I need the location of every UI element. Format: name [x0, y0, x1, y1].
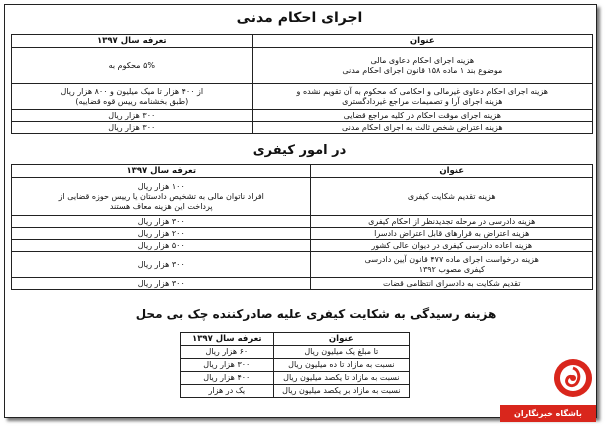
header-title: عنوان [311, 165, 593, 178]
row-title [311, 252, 593, 278]
row-tariff-line: ۶۰ هزار ریال [205, 347, 249, 356]
table-row [12, 110, 593, 122]
header-tariff: تعرفه سال ۱۳۹۷ [12, 35, 253, 48]
row-title [311, 278, 593, 290]
row-title-line: کیفری مصوب ۱۳۹۲ [418, 264, 485, 274]
row-tariff-line: ۳۰۰ هزار ریال [108, 122, 156, 132]
row-title-line: هزینه اعاده دادرسی کیفری در دیوان عالی کشور [371, 240, 533, 250]
row-title [311, 228, 593, 240]
table-row [12, 252, 593, 278]
table-row [12, 84, 593, 110]
row-title [311, 240, 593, 252]
row-title-line: نسبت به مازاد بر یکصد میلیون ریال [282, 386, 401, 395]
row-tariff [12, 122, 253, 134]
row-tariff-line: (طبق بخشنامه رییس قوه قضاییه) [75, 96, 189, 106]
row-tariff-line: افراد ناتوان مالی به تشخیص دادستان یا رییس حوزه قضایی از [58, 191, 264, 201]
row-tariff [12, 110, 253, 122]
row-tariff-line: از ۴۰۰ هزار تا میک میلیون و ۸۰۰ هزار ریال [60, 86, 204, 96]
header-title: عنوان [252, 35, 592, 48]
row-title-line: تقدیم شکایت به دادسرای انتظامی قضات [383, 278, 521, 288]
row-tariff-line: ۳۰۰ هزار ریال [108, 110, 156, 120]
ybn-logo-icon [543, 354, 598, 400]
row-tariff [181, 359, 274, 372]
row-title [252, 122, 592, 134]
row-tariff [12, 178, 311, 216]
row-title [311, 216, 593, 228]
table-row [12, 240, 593, 252]
row-title [273, 346, 409, 359]
row-tariff-line: ۲۰۰ هزار ریال [137, 228, 185, 238]
row-title [252, 110, 592, 122]
section2-table [11, 164, 593, 290]
row-title-line: هزینه اجرای موقت احکام در کلیه مراجع قضایی [343, 110, 501, 120]
row-tariff-line: ۴۰۰ هزار ریال [203, 373, 251, 382]
row-tariff [12, 48, 253, 84]
row-tariff [12, 216, 311, 228]
row-tariff-line: ۳۰۰ هزار ریال [137, 278, 185, 288]
section2-title: در امور کیفری [252, 143, 347, 158]
row-title [273, 359, 409, 372]
table-row [12, 278, 593, 290]
table-row [12, 178, 593, 216]
row-tariff [12, 84, 253, 110]
header-title: عنوان [273, 333, 409, 346]
row-tariff-line: ۵% محکوم به [108, 60, 156, 70]
row-tariff-line: ۱۰۰ هزار ریال [137, 181, 185, 191]
row-title-line: هزینه اجرای احکام دعاوی غیرمالی و احکامی که محکوم به آن تقویم نشده و [296, 86, 549, 96]
row-title-line: موضوع بند ۱ ماده ۱۵۸ قانون اجرای احکام مدنی [342, 65, 503, 75]
table-row [181, 372, 410, 385]
row-title-line: هزینه دادرسی در مرحله تجدیدنظر از احکام کیفری [368, 216, 536, 226]
row-title-line: هزینه اجرای احکام دعاوی مالی [370, 55, 475, 65]
header-tariff: تعرفه سال ۱۳۹۷ [12, 165, 311, 178]
row-tariff [181, 385, 274, 398]
row-title-line: هزینه درخواست اجرای ماده ۴۷۷ قانون آیین دادرسی [364, 254, 539, 264]
row-tariff-line: پرداخت این هزینه معاف هستند [109, 201, 213, 211]
table-row [12, 216, 593, 228]
row-title-line: هزینه اجرای آرا و تصمیمات مراجع غیردادگستری [342, 96, 503, 106]
table-row [181, 385, 410, 398]
table-row [12, 228, 593, 240]
row-title-line: نسبت به مازاد تا ده میلیون ریال [288, 360, 395, 369]
section1-title: اجرای احکام مدنی [236, 10, 363, 26]
table-row [12, 122, 593, 134]
row-tariff [181, 346, 274, 359]
row-tariff [12, 252, 311, 278]
row-tariff-line: ۳۰۰ هزار ریال [137, 216, 185, 226]
row-tariff [12, 240, 311, 252]
row-title [273, 372, 409, 385]
row-tariff [12, 228, 311, 240]
row-title-line: هزینه تقدیم شکایت کیفری [407, 191, 496, 201]
row-tariff-line: ۳۰۰ هزار ریال [203, 360, 251, 369]
header-tariff: تعرفه سال ۱۳۹۷ [181, 333, 274, 346]
row-tariff [12, 278, 311, 290]
row-title [252, 84, 592, 110]
table-header-row [181, 333, 410, 346]
row-title-line: هزینه اعتراض به قرارهای قابل اعتراض دادسرا [374, 228, 530, 238]
section3-table [180, 332, 410, 398]
table-header-row [12, 35, 593, 48]
table-row [181, 359, 410, 372]
row-title [273, 385, 409, 398]
table-row [181, 346, 410, 359]
row-tariff-line: ۳۰۰ هزار ریال [137, 259, 185, 269]
row-title-line: نسبت به مازاد تا یکصد میلیون ریال [283, 373, 400, 382]
row-title-line: تا مبلغ یک میلیون ریال [304, 347, 379, 356]
section3-title: هزینه رسیدگی به شکایت کیفری علیه صادرکننده چک بی محل [135, 307, 497, 321]
watermark-label: باشگاه خبرنگاران [500, 405, 596, 422]
row-title-line: هزینه اعتراض شخص ثالث به اجرای احکام مدنی [341, 122, 503, 132]
section1-table [11, 34, 593, 134]
row-tariff [181, 372, 274, 385]
row-tariff-line: ۵۰۰ هزار ریال [137, 240, 185, 250]
table-row [12, 48, 593, 84]
row-title [311, 178, 593, 216]
row-title [252, 48, 592, 84]
row-tariff-line: یک در هزار [208, 386, 246, 395]
table-header-row [12, 165, 593, 178]
